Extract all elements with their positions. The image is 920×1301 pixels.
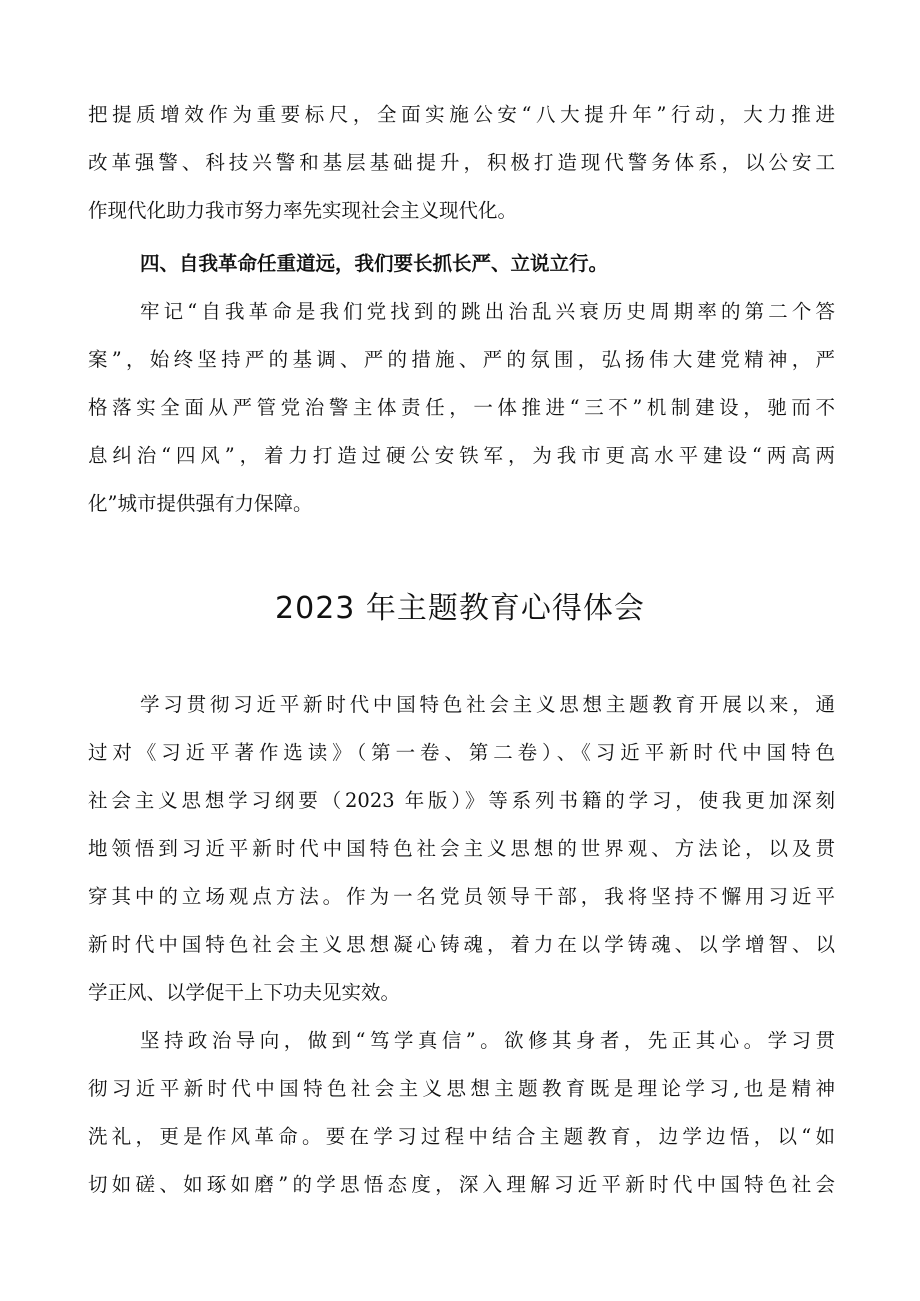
section-heading: 四、自我革命任重道远，我们要长抓长严、立说立行。 <box>140 252 609 275</box>
article-paragraph-two <box>88 1017 835 1209</box>
text-line: 案”，始终坚持严的基调、严的措施、严的氛围，弘扬伟大建党精神，严 <box>88 348 835 371</box>
article-paragraph-one <box>88 681 835 1017</box>
text-line: 切如磋、如琢如磨”的学思悟态度，深入理解习近平新时代中国特色社会 <box>88 1173 835 1196</box>
text-line: 改革强警、科技兴警和基层基础提升，积极打造现代警务体系，以公安工 <box>88 151 835 174</box>
text-line: 格落实全面从严管党治警主体责任，一体推进“三不”机制建设，驰而不 <box>88 396 835 419</box>
article-title: 2023 年主题教育心得体会 <box>275 591 645 626</box>
text-line: 彻习近平新时代中国特色社会主义思想主题教育既是理论学习,也是精神 <box>88 1077 835 1100</box>
section-four-paragraph <box>88 288 835 528</box>
section-one-paragraph <box>88 91 835 235</box>
text-line: 洗礼，更是作风革命。要在学习过程中结合主题教育，边学边悟，以“如 <box>88 1125 835 1148</box>
section-four-heading-block <box>88 240 835 288</box>
text-line: 息纠治“四风”，着力打造过硬公安铁军，为我市更高水平建设“两高两 <box>88 444 835 467</box>
text-line: 社会主义思想学习纲要（2023 年版）》等系列书籍的学习，使我更加深刻 <box>88 789 835 812</box>
text-line: 学习贯彻习近平新时代中国特色社会主义思想主题教育开展以来，通 <box>140 693 835 716</box>
text-line: 学正风、以学促干上下功夫见实效。 <box>88 981 401 1004</box>
text-line: 过对《习近平著作选读》（第一卷、第二卷）、《习近平新时代中国特色 <box>88 741 835 764</box>
text-line: 牢记“自我革命是我们党找到的跳出治乱兴衰历史周期率的第二个答 <box>140 300 835 323</box>
text-line: 作现代化助力我市努力率先实现社会主义现代化。 <box>88 199 518 222</box>
text-line: 把提质增效作为重要标尺，全面实施公安“八大提升年”行动，大力推进 <box>88 103 835 126</box>
text-line: 化”城市提供强有力保障。 <box>88 492 313 515</box>
text-line: 地领悟到习近平新时代中国特色社会主义思想的世界观、方法论，以及贯 <box>88 837 835 860</box>
text-line: 坚持政治导向，做到“笃学真信”。欲修其身者，先正其心。学习贯 <box>140 1029 835 1052</box>
text-line: 新时代中国特色社会主义思想凝心铸魂，着力在以学铸魂、以学增智、以 <box>88 933 835 956</box>
text-line: 穿其中的立场观点方法。作为一名党员领导干部，我将坚持不懈用习近平 <box>88 885 835 908</box>
